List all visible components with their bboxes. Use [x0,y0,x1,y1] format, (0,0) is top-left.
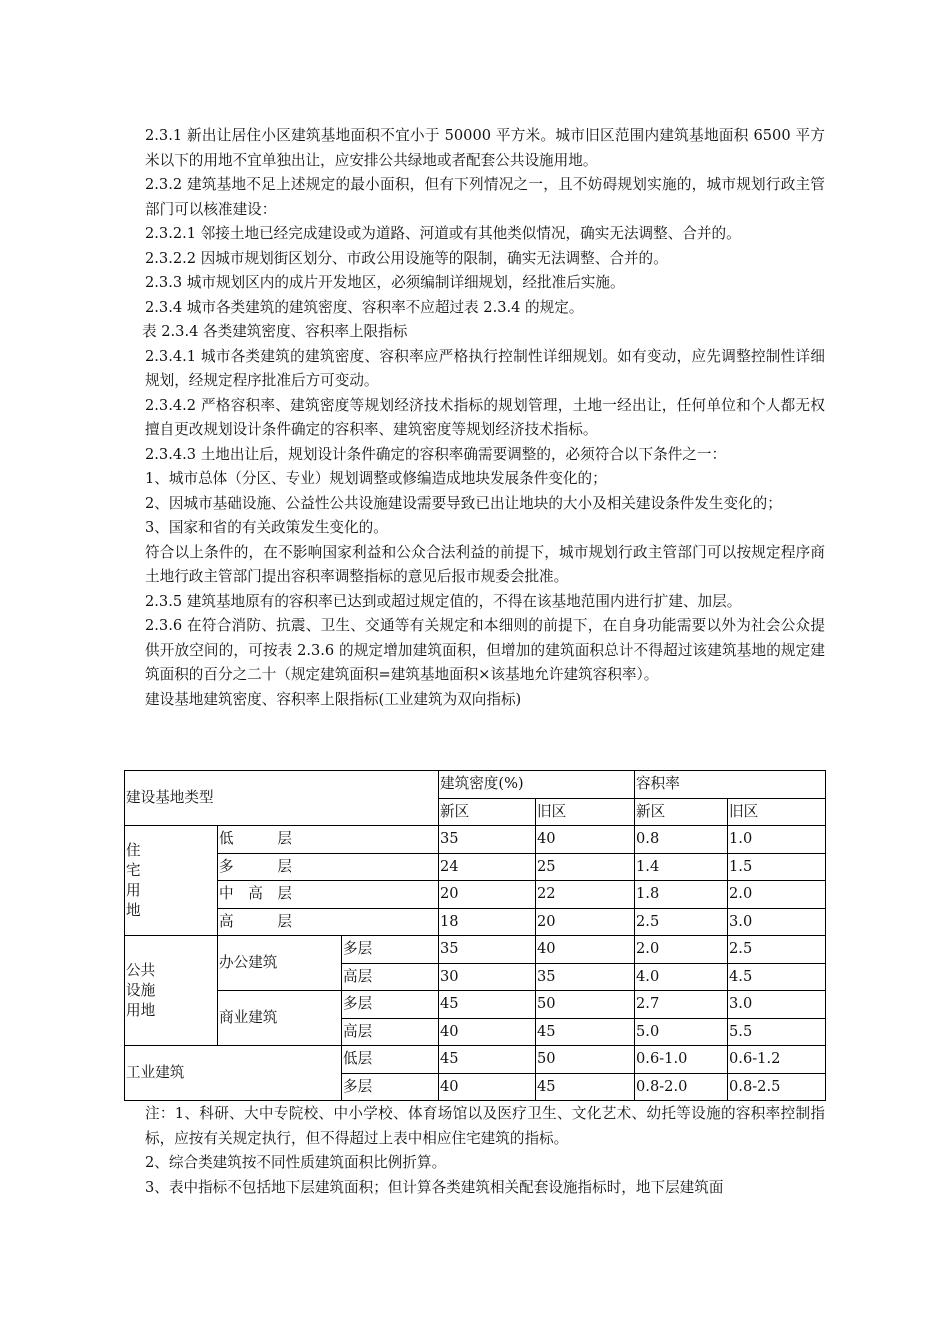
value-cell: 2.7 [635,991,728,1019]
body-text [142,124,825,712]
type-cell: 高 层 [218,908,439,936]
type-cell: 多 层 [218,853,439,881]
level-cell: 多层 [342,1073,439,1101]
value-cell: 0.8 [635,826,728,854]
residential-group-label: 住宅用地 [126,841,141,919]
level-cell: 高层 [342,963,439,991]
value-cell: 2.0 [728,881,826,909]
table-row [125,1046,826,1074]
level-cell: 低层 [342,1046,439,1074]
note: 3、表中指标不包括地下层建筑面积；但计算各类建筑相关配套设施指标时，地下层建筑面 [145,1178,724,1196]
value-cell: 1.0 [728,826,826,854]
industrial-group-cell: 工业建筑 [125,1046,342,1101]
value-cell: 0.8-2.0 [635,1073,728,1101]
value-cell: 30 [439,963,536,991]
value-cell: 2.0 [635,936,728,964]
note: 注：1、科研、大中专院校、中小学校、体育场馆以及医疗卫生、文化艺术、幼托等设施的容积率控制指标，应按有关规定执行，但不得超过上表中相应住宅建筑的指标。 [145,1105,825,1147]
table-header-row [125,771,826,799]
paragraph: 2.3.3 城市规划区内的成片开发地区，必须编制详细规划，经批准后实施。 [145,274,625,291]
table-row [125,991,826,1019]
level-cell: 多层 [342,991,439,1019]
paragraph: 2.3.1 新出让居住小区建筑基地面积不宜小于 50000 平方米。城市旧区范围内建筑基地面积 6500 平方米以下的用地不宜单独出让，应安排公共绿地或者配套公共设施用地。 [145,127,825,169]
value-cell: 3.0 [728,991,826,1019]
table-caption: 建设基地建筑密度、容积率上限指标(工业建筑为双向指标) [145,690,522,708]
value-cell: 20 [536,908,635,936]
paragraph: 2.3.2.2 因城市规划街区划分、市政公用设施等的限制，确实无法调整、合并的。 [145,249,668,267]
type-cell: 低 层 [218,826,439,854]
value-cell: 0.6-1.0 [635,1046,728,1074]
table-row [125,908,826,936]
level-cell: 多层 [342,936,439,964]
paragraph: 2.3.4.2 严格容积率、建筑密度等规划经济技术指标的规划管理，土地一经出让，任何单位和个人都无权擅自更改规划设计条件确定的容积率、建筑密度等规划经济技术指标。 [145,396,825,438]
value-cell: 1.8 [635,881,728,909]
value-cell: 3.0 [728,908,826,936]
paragraph: 3、国家和省的有关政策发生变化的。 [145,519,388,536]
value-cell: 40 [439,1018,536,1046]
header-far-new: 新区 [635,798,728,826]
value-cell: 5.0 [635,1018,728,1046]
table-row [125,881,826,909]
paragraph: 1、城市总体（分区、专业）规划调整或修编造成地块发展条件变化的； [145,470,607,487]
paragraph: 符合以上条件的，在不影响国家利益和公众合法利益的前提下，城市规划行政主管部门可以按规定程序商土地行政主管部门提出容积率调整指标的意见后报市规委会批准。 [145,543,825,585]
value-cell: 22 [536,881,635,909]
value-cell: 4.5 [728,963,826,991]
table-title: 表 2.3.4 各类建筑密度、容积率上限指标 [142,323,408,340]
type-cell: 中 高 层 [218,881,439,909]
table-notes [145,1102,825,1200]
residential-group-cell [125,826,218,936]
value-cell: 0.6-1.2 [728,1046,826,1074]
table-row [125,936,826,964]
value-cell: 24 [439,853,536,881]
value-cell: 50 [536,991,635,1019]
value-cell: 35 [439,936,536,964]
level-cell: 高层 [342,1018,439,1046]
value-cell: 2.5 [728,936,826,964]
table-row [125,826,826,854]
value-cell: 2.5 [635,908,728,936]
value-cell: 35 [536,963,635,991]
value-cell: 40 [536,826,635,854]
note: 2、综合类建筑按不同性质建筑面积比例折算。 [145,1154,447,1171]
header-far-old: 旧区 [728,798,826,826]
value-cell: 45 [536,1018,635,1046]
office-cell: 办公建筑 [218,936,342,991]
value-cell: 40 [536,936,635,964]
paragraph: 2.3.4 城市各类建筑的建筑密度、容积率不应超过表 2.3.4 的规定。 [145,298,584,316]
value-cell: 18 [439,908,536,936]
header-density-new: 新区 [439,798,536,826]
value-cell: 45 [536,1073,635,1101]
value-cell: 45 [439,1046,536,1074]
header-density: 建筑密度(%) [439,771,635,799]
value-cell: 1.5 [728,853,826,881]
value-cell: 50 [536,1046,635,1074]
density-far-table [124,770,826,1101]
public-group-label: 公共设施用地 [126,961,156,1019]
header-density-old: 旧区 [536,798,635,826]
paragraph: 2.3.2.1 邻接土地已经完成建设或为道路、河道或有其他类似情况，确实无法调整、合并的。 [145,225,741,242]
value-cell: 25 [536,853,635,881]
value-cell: 35 [439,826,536,854]
paragraph: 2.3.4.3 土地出让后，规划设计条件确定的容积率确需要调整的，必须符合以下条件之一： [145,445,727,463]
commercial-cell: 商业建筑 [218,991,342,1046]
header-far: 容积率 [635,771,826,799]
value-cell: 5.5 [728,1018,826,1046]
paragraph: 2、因城市基础设施、公益性公共设施建设需要导致已出让地块的大小及相关建设条件发生变化的； [145,494,782,512]
header-site-type: 建设基地类型 [125,771,439,826]
value-cell: 20 [439,881,536,909]
paragraph: 2.3.5 建筑基地原有的容积率已达到或超过规定值的，不得在该基地范围内进行扩建、加层。 [145,592,742,610]
value-cell: 0.8-2.5 [728,1073,826,1101]
paragraph: 2.3.2 建筑基地不足上述规定的最小面积，但有下列情况之一，且不妨碍规划实施的，城市规划行政主管部门可以核准建设： [145,176,825,218]
table-row [125,853,826,881]
paragraph: 2.3.6 在符合消防、抗震、卫生、交通等有关规定和本细则的前提下，在自身功能需要以外为社会公众提供开放空间的，可按表 2.3.6 的规定增加建筑面积，但增加的建筑面积总计不得超过该建筑基地的规定建筑面积的百分之二十（规定建筑面积=建筑基地面积×该基地允许建筑容积率）。 [145,617,825,683]
value-cell: 4.0 [635,963,728,991]
value-cell: 45 [439,991,536,1019]
value-cell: 1.4 [635,853,728,881]
public-group-cell [125,936,218,1046]
value-cell: 40 [439,1073,536,1101]
paragraph: 2.3.4.1 城市各类建筑的建筑密度、容积率应严格执行控制性详细规划。如有变动，应先调整控制性详细规划，经规定程序批准后方可变动。 [145,347,825,389]
